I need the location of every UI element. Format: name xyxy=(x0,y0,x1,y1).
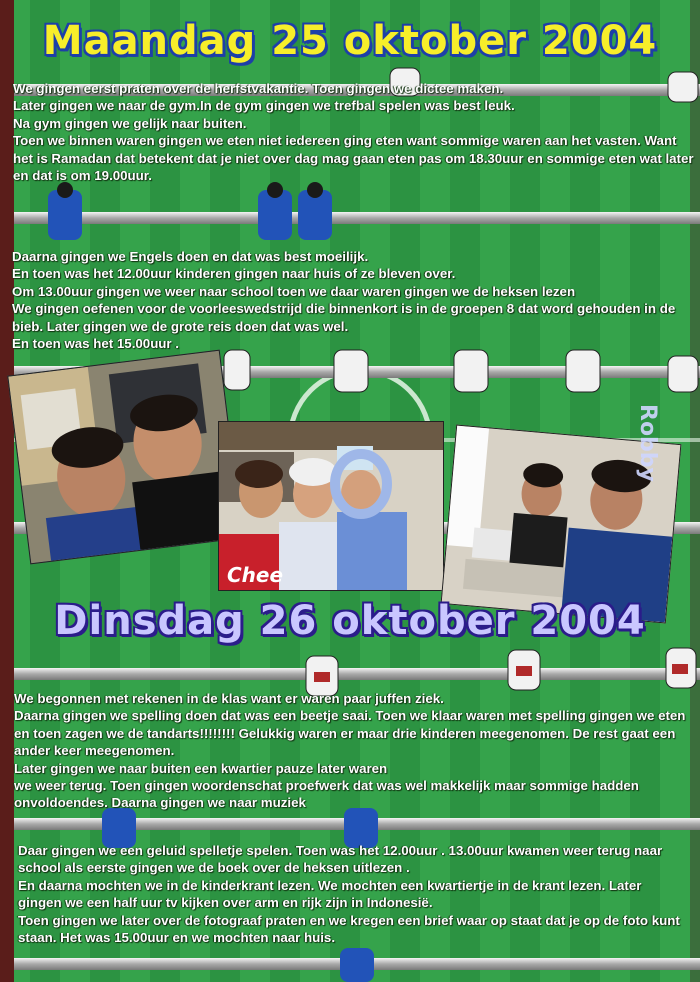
photo-two-boys xyxy=(7,350,243,565)
day2-paragraph-1: We begonnen met rekenen in de klas want er waren paar juffen ziek. Daarna gingen we spelling doen dat was een beetje saai. Toen we klaar waren met spelling gingen we eten en toen zagen we de tandarts!!!!!!!! Gelukkig waren er maar drie kinderen meegenomen. De rest gaat een ander keer meegenomen. Later gingen we naar buiten een kwartier pauze later waren we weer terug. Toen gingen woordenschat proefwerk dat was wel makkelijk maar sommige hadden onvoldoendes. Daarna gingen we naar muziek xyxy=(14,691,686,811)
shirt-text: Chee xyxy=(227,563,284,587)
day1-heading: Maandag 25 oktober 2004 xyxy=(42,18,658,64)
day2-paragraph-2: Daar gingen we een geluid spelletje spelen. Toen was het 12.00uur . 13.00uur kwamen weer terug naar school als eerste gingen we de boek over de heksen uitlezen . En daarna mochten we in de kinderkrant lezen. We mochten een kwartiertje in de krant lezen. Later gingen we een half uur tv kijken over arm en rijk zijn in Indonesië. Toen gingen we later over de fotograaf praten en we kregen een brief waar op staat dat je op de foto kunt staan. Het was 15.00uur en we mochten naar huis. xyxy=(18,843,680,946)
photo-three-girls xyxy=(218,421,444,591)
day1-paragraph-1: We gingen eerst praten over de herfstvakantie. Toen gingen we dictee maken. Later gingen we naar de gym.In de gym gingen we trefbal spelen was best leuk. Na gym gingen we gelijk naar buiten. Toen we binnen waren gingen we eten niet iedereen ging eten want sommige waren aan het vasten. Want het is Ramadan dat betekent dat je niet over dag mag gaan eten pas om 18.30uur en sommige eten wat later en dat is om 19.00uur. xyxy=(13,81,694,184)
robby-logo: Robby xyxy=(635,404,660,482)
day1-paragraph-2: Daarna gingen we Engels doen en dat was best moeilijk. En toen was het 12.00uur kinderen gingen naar huis of ze bleven over. Om 13.00uur gingen we weer naar school toen we daar waren gingen we de heksen lezen We gingen oefenen voor de voorleeswedstrijd die binnenkort is in de groepen 8 dat word gehouden in de bieb. Later gingen we de grote reis doen dat was wel. En toen was het 15.00uur . xyxy=(12,249,676,352)
day2-heading: Dinsdag 26 oktober 2004 xyxy=(54,598,646,644)
